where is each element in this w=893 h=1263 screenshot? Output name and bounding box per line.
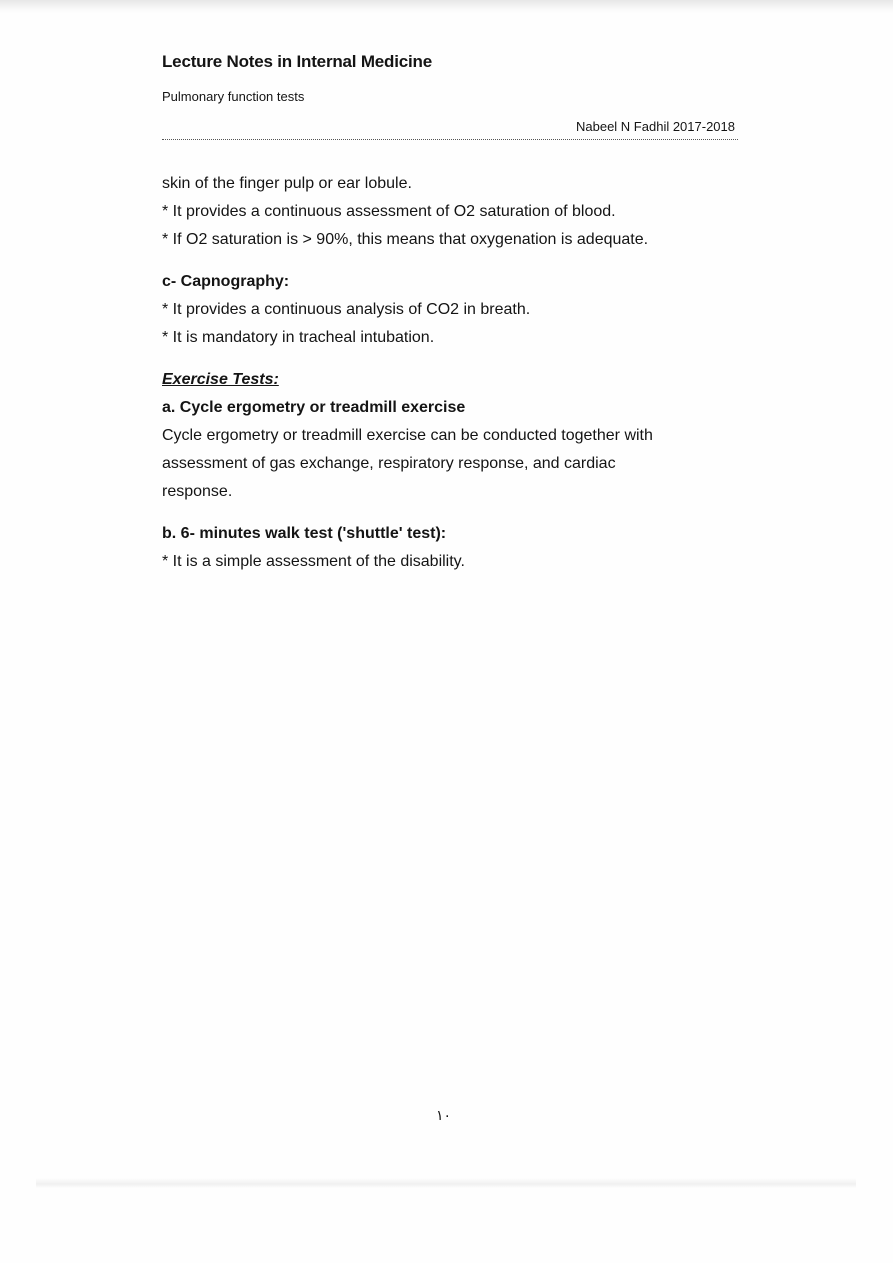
exercise-tests-title: Exercise Tests:: [162, 371, 279, 388]
scan-edge-top: [0, 0, 893, 14]
oximetry-bullet: * It provides a continuous assessment of O2 saturation of blood.: [162, 203, 616, 220]
scan-edge-bottom: [36, 1178, 856, 1188]
oximetry-bullet: * If O2 saturation is > 90%, this means that oxygenation is adequate.: [162, 231, 649, 248]
cycle-ergometry-text-line: assessment of gas exchange, respiratory response, and cardiac: [162, 455, 616, 472]
header-title: Lecture Notes in Internal Medicine: [162, 52, 432, 71]
cycle-ergometry-text-line: response.: [162, 483, 233, 500]
page-number: ١٠: [436, 1107, 452, 1123]
page-content: [162, 170, 752, 576]
oximetry-text-line: skin of the finger pulp or ear lobule.: [162, 175, 412, 192]
cycle-ergometry-text-line: Cycle ergometry or treadmill exercise can be conducted together with: [162, 427, 653, 444]
walk-test-heading: b. 6- minutes walk test ('shuttle' test):: [162, 525, 447, 542]
capnography-heading: c- Capnography:: [162, 273, 290, 290]
cycle-ergometry-heading: a. Cycle ergometry or treadmill exercise: [162, 399, 466, 416]
header-subtitle: Pulmonary function tests: [162, 89, 305, 104]
capnography-bullet: * It is mandatory in tracheal intubation.: [162, 329, 435, 346]
header-divider: [162, 139, 738, 140]
capnography-bullet: * It provides a continuous analysis of CO2 in breath.: [162, 301, 531, 318]
walk-test-bullet: * It is a simple assessment of the disability.: [162, 553, 465, 570]
header-author: Nabeel N Fadhil 2017-2018: [576, 119, 735, 134]
